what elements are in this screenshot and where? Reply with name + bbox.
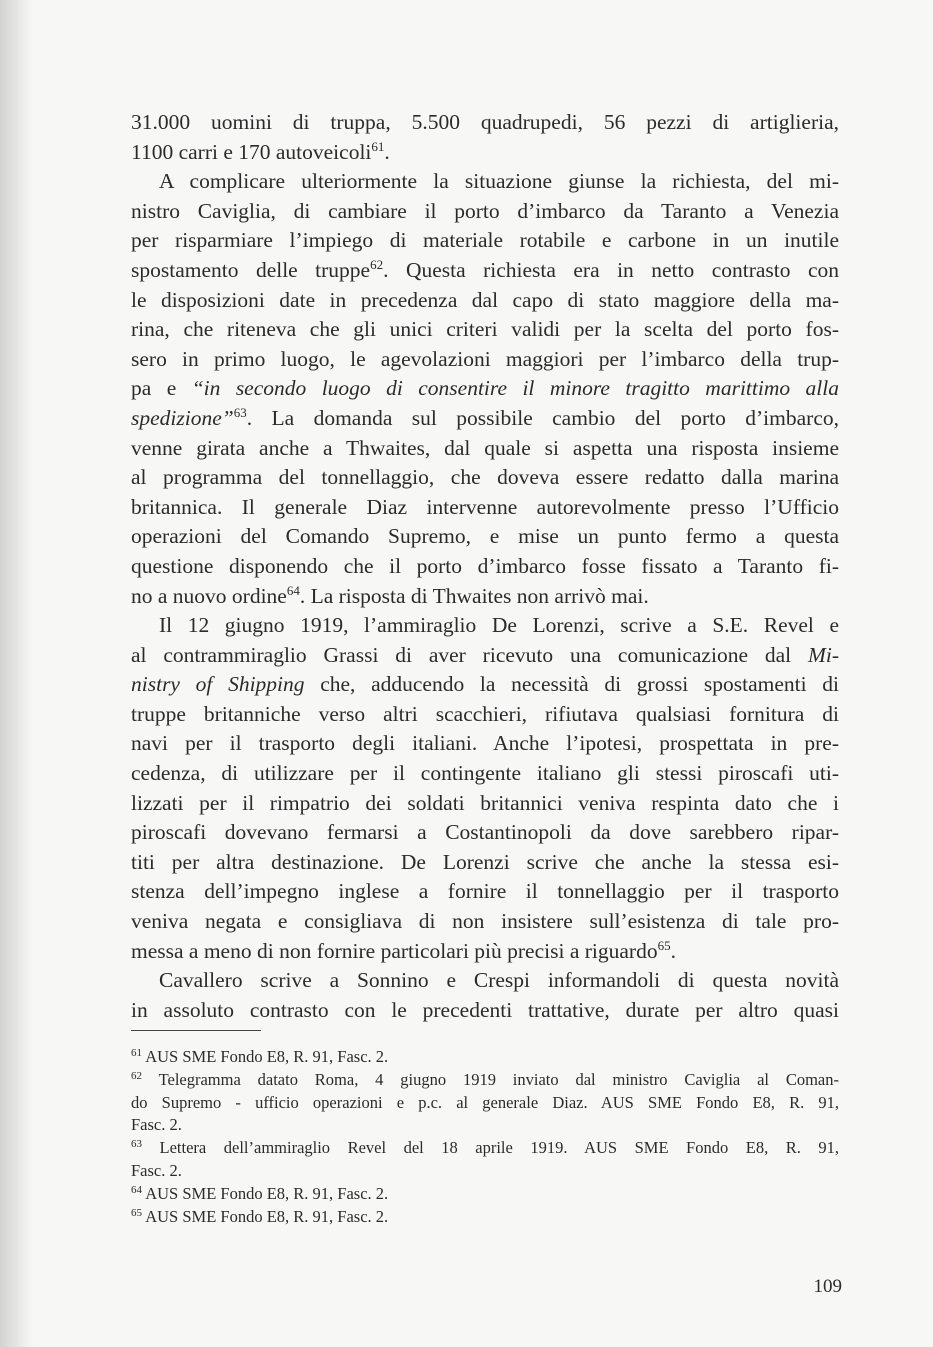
text-span: che, adducendo la necessità di grossi spostamenti di xyxy=(304,672,839,697)
text-line: le disposizioni date in precedenza dal capo di stato maggiore della ma- xyxy=(131,287,839,312)
text-line xyxy=(131,256,839,286)
footnote-line: Fasc. 2. xyxy=(131,1160,182,1180)
footnote-number: 61 xyxy=(131,1047,142,1059)
footnote-number: 62 xyxy=(131,1069,142,1082)
text-line xyxy=(131,670,839,700)
text-span: . xyxy=(670,938,676,963)
text-line: 31.000 uomini di truppa, 5.500 quadrupedi, 56 pezzi di artiglieria, xyxy=(131,110,839,134)
footnote-number: 65 xyxy=(131,1206,142,1219)
italic-title: Mi- xyxy=(807,642,839,667)
footnote-text: Telegramma datato Roma, 4 giugno 1919 inviato dal ministro Caviglia al Coman- xyxy=(158,1069,839,1089)
text-line xyxy=(131,404,839,434)
quote-italic: “in secondo luogo di consentire il minore tragitto marittimo alla xyxy=(191,376,839,401)
footnote-ref-62[interactable]: 62 xyxy=(370,256,384,272)
text-line: Cavallero scrive a Sonnino e Crespi informandoli di questa novità xyxy=(159,968,839,993)
text-line xyxy=(131,641,839,671)
italic-title: nistry of Shipping xyxy=(131,672,305,697)
text-span: . La domanda sul possibile cambio del porto d’imbarco, xyxy=(246,405,839,430)
footnote-63 xyxy=(131,1137,839,1160)
text-line xyxy=(131,582,839,612)
footnote-text: AUS SME Fondo E8, R. 91, Fasc. 2. xyxy=(145,1206,389,1226)
footnote-ref-61[interactable]: 61 xyxy=(371,138,385,154)
text-line: operazioni del Comando Supremo, e mise un punto fermo a questa xyxy=(131,524,839,549)
text-line: A complicare ulteriormente la situazione giunse la richiesta, del mi- xyxy=(159,169,839,194)
text-line: al programma del tonnellaggio, che doveva essere redatto dalla marina xyxy=(131,465,839,490)
text-span: messa a meno di non fornire particolari più precisi a riguardo xyxy=(131,938,658,963)
page-gutter-shadow xyxy=(0,0,34,1347)
footnote-64 xyxy=(131,1183,839,1206)
text-line: Il 12 giugno 1919, l’ammiraglio De Lorenzi, scrive a S.E. Revel e xyxy=(159,613,839,638)
text-line xyxy=(131,138,839,168)
footnote-number: 63 xyxy=(131,1138,142,1151)
text-span: 1100 carri e 170 autoveicoli xyxy=(131,139,372,164)
quote-italic: spedizione” xyxy=(131,405,234,430)
text-line: in assoluto contrasto con le precedenti trattative, durate per altro quasi xyxy=(131,997,839,1022)
text-line xyxy=(131,374,839,404)
footnote-ref-63[interactable]: 63 xyxy=(233,404,247,420)
text-span: . xyxy=(384,139,390,164)
body-text xyxy=(131,108,839,1025)
footnote-divider xyxy=(131,1030,261,1031)
text-line: veniva negata e consigliava di non insistere sull’esistenza di tale pro- xyxy=(131,909,839,934)
text-line: lizzati per il rimpatrio dei soldati britannici veniva respinta dato che i xyxy=(131,790,839,815)
footnote-61 xyxy=(131,1046,839,1069)
text-line: titi per altra destinazione. De Lorenzi scrive che anche la stessa esi- xyxy=(131,849,839,874)
footnote-line: Fasc. 2. xyxy=(131,1115,182,1135)
text-line: piroscafi dovevano fermarsi a Costantinopoli da dove sarebbero ripar- xyxy=(131,820,839,845)
text-line: questione disponendo che il porto d’imbarco fosse fissato a Taranto fi- xyxy=(131,553,839,578)
text-line: sero in primo luogo, le agevolazioni maggiori per l’imbarco della trup- xyxy=(131,346,839,371)
footnote-text: Lettera dell’ammiraglio Revel del 18 aprile 1919. AUS SME Fondo E8, R. 91, xyxy=(159,1138,839,1158)
footnote-text: AUS SME Fondo E8, R. 91, Fasc. 2. xyxy=(145,1183,389,1203)
footnote-ref-64[interactable]: 64 xyxy=(286,582,300,598)
footnote-line: do Supremo - ufficio operazioni e p.c. al generale Diaz. AUS SME Fondo E8, R. 91, xyxy=(131,1092,839,1112)
footnote-ref-65[interactable]: 65 xyxy=(657,937,671,953)
text-span: no a nuovo ordine xyxy=(131,583,287,608)
text-line: stenza dell’impegno inglese a fornire il tonnellaggio per il trasporto xyxy=(131,879,839,904)
text-span: pa e xyxy=(131,376,192,401)
page-number: 109 xyxy=(813,1276,842,1297)
text-span: spostamento delle truppe xyxy=(131,257,371,282)
text-line xyxy=(131,937,839,967)
footnote-62 xyxy=(131,1069,839,1092)
footnote-65 xyxy=(131,1206,839,1229)
text-line: navi per il trasporto degli italiani. Anche l’ipotesi, prospettata in pre- xyxy=(131,731,839,756)
text-line: per risparmiare l’impiego di materiale rotabile e carbone in un inutile xyxy=(131,228,839,253)
text-span: al contrammiraglio Grassi di aver ricevuto una comunicazione dal xyxy=(131,642,808,667)
text-line: nistro Caviglia, di cambiare il porto d’imbarco da Taranto a Venezia xyxy=(131,198,839,223)
text-line: britannica. Il generale Diaz intervenne autorevolmente presso l’Ufficio xyxy=(131,494,839,519)
footnotes xyxy=(131,1046,839,1228)
footnote-text: AUS SME Fondo E8, R. 91, Fasc. 2. xyxy=(145,1047,389,1066)
footnote-number: 64 xyxy=(131,1183,142,1196)
text-line: truppe britanniche verso altri scacchieri, rifiutava qualsiasi fornitura di xyxy=(131,701,839,726)
text-line: venne girata anche a Thwaites, dal quale si aspetta una risposta insieme xyxy=(131,435,839,460)
text-line: rina, che riteneva che gli unici criteri validi per la scelta del porto fos- xyxy=(131,317,839,342)
text-span: . Questa richiesta era in netto contrasto con xyxy=(383,257,839,282)
text-span: . La risposta di Thwaites non arrivò mai. xyxy=(299,583,649,608)
text-line: cedenza, di utilizzare per il contingente italiano gli stessi piroscafi uti- xyxy=(131,761,839,786)
